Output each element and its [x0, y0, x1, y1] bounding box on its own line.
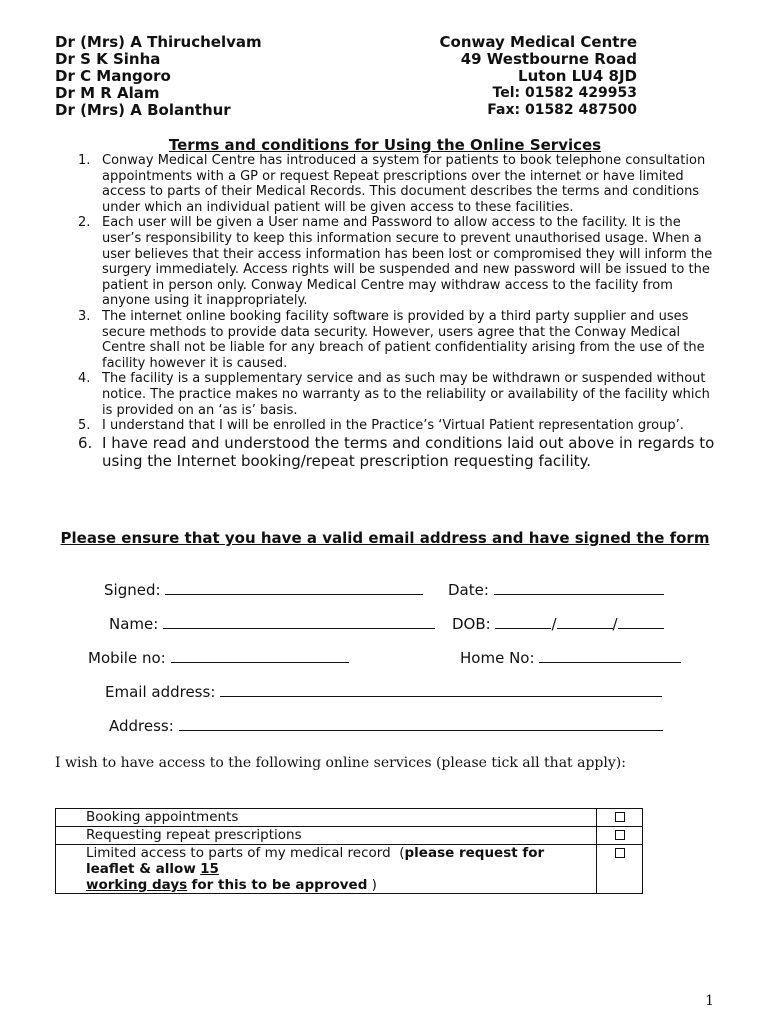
term-text: Conway Medical Centre has introduced a system for patients to book telephone consultation appointments with a GP or request Repeat prescriptions over the internet or have limited access to parts of their Medical Records. This document describes the terms and conditions under which an individual patient will be given access to these facilities.	[102, 153, 706, 215]
doctor-name: Dr M R Alam	[55, 84, 160, 102]
tick-cell[interactable]	[597, 809, 643, 827]
terms-list	[78, 153, 718, 470]
practice-address	[440, 34, 637, 119]
signed-field[interactable]	[104, 580, 423, 599]
practice-street: 49 Westbourne Road	[460, 50, 637, 68]
tick-cell[interactable]	[597, 845, 643, 894]
term-text: The facility is a supplementary service and as such may be withdrawn or suspended without notice. The practice makes no warranty as to the reliability or availability of the facility which is provided on an ‘as is’ basis.	[102, 371, 710, 418]
practice-name: Conway Medical Centre	[439, 33, 637, 51]
doctor-name: Dr (Mrs) A Bolanthur	[55, 101, 231, 119]
records-close-paren: )	[371, 877, 377, 893]
term-item	[78, 215, 718, 309]
mobile-field[interactable]	[88, 648, 349, 667]
records-days-word: working days	[86, 877, 188, 893]
address-label: Address:	[109, 717, 174, 735]
home-label: Home No:	[460, 649, 535, 667]
dob-separator: /	[551, 615, 557, 633]
term-number: 4.	[78, 371, 91, 387]
tick-cell[interactable]	[597, 827, 643, 845]
term-text: Each user will be given a User name and Password to allow access to the facility. It is the user’s responsibility to keep this information secure to prevent unauthorised usage. When a user believes that their access information has been lost or compromised they will inform the surgery immediately. Access rights will be suspended and new password will be issued to the patient in person only. Conway Medical Centre may withdraw access to the facility from anyone using it inappropriately.	[102, 215, 713, 309]
records-open-paren: (	[399, 845, 405, 861]
name-field[interactable]	[109, 614, 435, 633]
checkbox-icon[interactable]	[615, 812, 625, 822]
term-item	[78, 418, 718, 434]
home-field[interactable]	[460, 648, 681, 667]
email-label: Email address:	[105, 683, 216, 701]
signed-line[interactable]	[165, 580, 423, 595]
practice-tel: Tel: 01582 429953	[492, 85, 637, 101]
date-label: Date:	[448, 581, 489, 599]
term-number: 2.	[78, 215, 91, 231]
signed-label: Signed:	[104, 581, 161, 599]
email-field[interactable]	[105, 682, 662, 701]
name-line[interactable]	[163, 614, 435, 629]
term-number: 3.	[78, 308, 91, 324]
dob-separator: /	[612, 615, 618, 633]
term-item	[78, 153, 718, 215]
term-number: 6.	[78, 433, 93, 452]
term-text: I have read and understood the terms and conditions laid out above in regards to using the Internet booking/repeat prescription requesting facility.	[102, 433, 715, 470]
term-number: 1.	[78, 153, 91, 168]
terms-title: Terms and conditions for Using the Online Services	[168, 136, 602, 154]
email-signature-notice: Please ensure that you have a valid email address and have signed the form	[60, 529, 710, 547]
dob-field[interactable]	[452, 614, 664, 633]
practice-fax: Fax: 01582 487500	[487, 102, 637, 118]
services-table	[55, 808, 643, 894]
services-intro: I wish to have access to the following online services (please tick all that apply):	[55, 755, 626, 771]
checkbox-icon[interactable]	[615, 830, 625, 840]
term-item	[78, 309, 718, 371]
mobile-line[interactable]	[171, 648, 349, 663]
page-number: 1	[705, 993, 714, 1009]
date-line[interactable]	[494, 580, 664, 595]
term-item	[78, 434, 718, 470]
table-row	[56, 809, 643, 827]
term-item	[78, 371, 718, 418]
service-repeat: Requesting repeat prescriptions	[56, 827, 597, 845]
service-records	[56, 845, 597, 894]
mobile-label: Mobile no:	[88, 649, 166, 667]
dob-day-line[interactable]	[495, 614, 551, 629]
dob-month-line[interactable]	[557, 614, 613, 629]
records-prefix: Limited access to parts of my medical record	[86, 845, 391, 861]
dob-label: DOB:	[452, 615, 491, 633]
dob-year-line[interactable]	[618, 614, 664, 629]
doctor-name: Dr (Mrs) A Thiruchelvam	[55, 33, 262, 51]
doctor-name: Dr S K Sinha	[55, 50, 161, 68]
email-line[interactable]	[220, 682, 662, 697]
term-text: The internet online booking facility software is provided by a third party supplier and uses secure methods to provide data security. However, users agree that the Conway Medical Centre shall not be liable for any breach of patient confidentiality arising from the use of the facility however it is caused.	[102, 308, 705, 371]
name-label: Name:	[109, 615, 159, 633]
table-row	[56, 845, 643, 894]
records-bold-1: please request for leaflet & allow	[86, 845, 545, 877]
practice-town: Luton LU4 8JD	[518, 67, 637, 85]
service-booking: Booking appointments	[56, 809, 597, 827]
doctor-name: Dr C Mangoro	[55, 67, 171, 85]
date-field[interactable]	[448, 580, 664, 599]
address-line[interactable]	[179, 716, 663, 731]
records-bold-2: for this to be approved	[191, 877, 368, 893]
table-row	[56, 827, 643, 845]
term-text: I understand that I will be enrolled in the Practice’s ‘Virtual Patient representation group’.	[102, 418, 684, 434]
doctor-list	[55, 34, 262, 119]
term-number: 5.	[78, 418, 91, 434]
address-field[interactable]	[109, 716, 663, 735]
home-line[interactable]	[539, 648, 681, 663]
checkbox-icon[interactable]	[615, 848, 625, 858]
records-days-num: 15	[200, 861, 219, 877]
